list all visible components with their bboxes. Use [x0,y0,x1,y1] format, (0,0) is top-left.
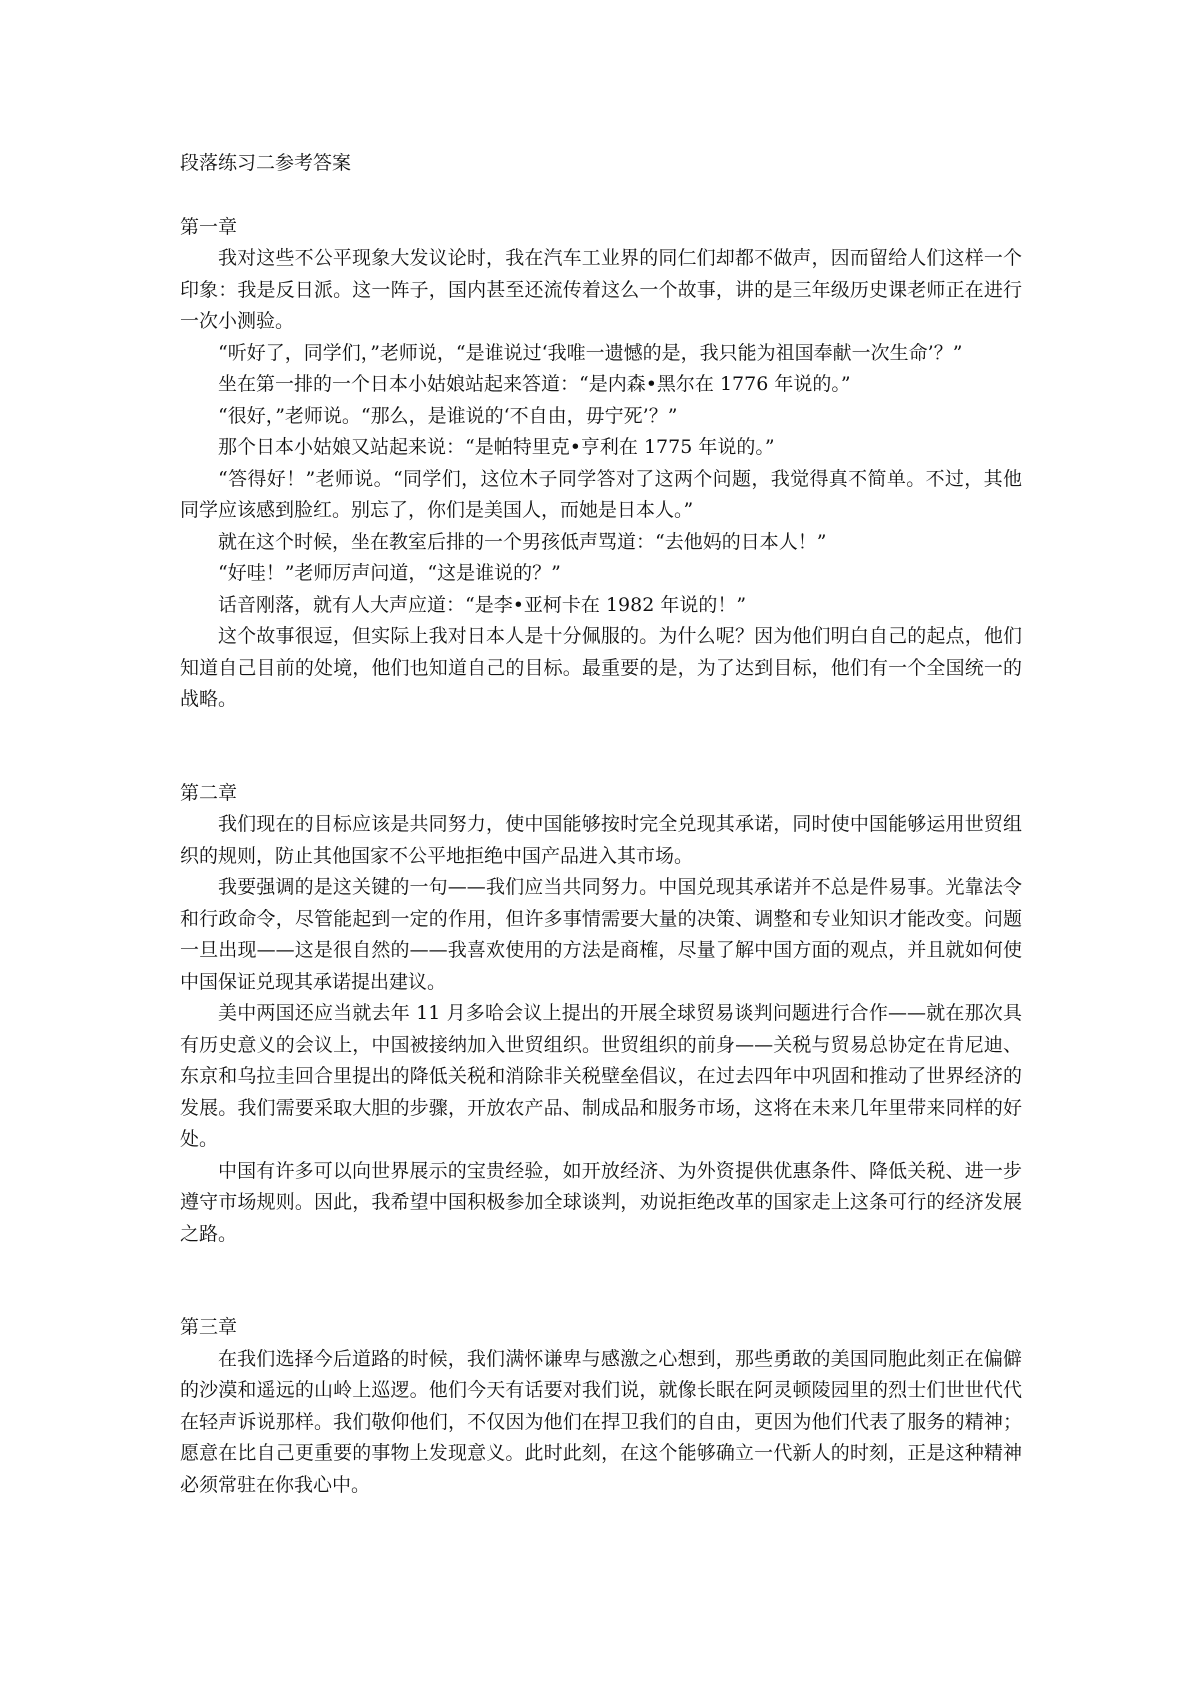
paragraph: 就在这个时候，坐在教室后排的一个男孩低声骂道：“去他妈的日本人！” [218,530,827,553]
paragraph: 我对这些不公平现象大发议论时，我在汽车工业界的同仁们却都不做声，因而留给人们这样一个印象：我是反日派。这一阵子，国内甚至还流传着这么一个故事，讲的是三年级历史课老师正在进行一次小测验。 [180,247,1022,332]
paragraph: 话音刚落，就有人大声应道：“是李•亚柯卡在 1982 年说的！” [218,593,747,616]
paragraph: 在我们选择今后道路的时候，我们满怀谦卑与感激之心想到，那些勇敢的美国同胞此刻正在偏僻的沙漠和遥远的山岭上巡逻。他们今天有话要对我们说，就像长眠在阿灵顿陵园里的烈士们世世代代在轻声诉说那样。我们敬仰他们，不仅因为他们在捍卫我们的自由，更因为他们代表了服务的精神；愿意在比自己更重要的事物上发现意义。此时此刻，在这个能够确立一代新人的时刻，正是这种精神必须常驻在你我心中。 [180,1347,1022,1496]
chapter-heading: 第一章 [180,215,238,238]
paragraph: 坐在第一排的一个日本小姑娘站起来答道：“是内森•黑尔在 1776 年说的。” [218,373,851,395]
chapter-3 [180,1312,1022,1501]
paragraph: 中国有许多可以向世界展示的宝贵经验，如开放经济、为外资提供优惠条件、降低关税、进一步遵守市场规则。因此，我希望中国积极参加全球谈判，劝说拒绝改革的国家走上这条可行的经济发展之路。 [180,1159,1022,1245]
paragraph: 那个日本小姑娘又站起来说：“是帕特里克•亨利在 1775 年说的。” [218,436,775,458]
chapter-1 [180,212,1022,716]
document-body [180,148,1022,1501]
chapter-2 [180,778,1022,1251]
document-title: 段落练习二参考答案 [180,152,352,174]
paragraph: 我要强调的是这关键的一句——我们应当共同努力。中国兑现其承诺并不总是件易事。光靠法令和行政命令，尽管能起到一定的作用，但许多事情需要大量的决策、调整和专业知识才能改变。问题一旦出现——这是很自然的——我喜欢使用的方法是商榷，尽量了解中国方面的观点，并且就如何使中国保证兑现其承诺提出建议。 [180,876,1022,993]
paragraph: “很好，”老师说。“那么，是谁说的‘不自由，毋宁死’？” [218,404,678,427]
paragraph: “答得好！”老师说。“同学们，这位木子同学答对了这两个问题，我觉得真不简单。不过，其他同学应该感到脸红。别忘了，你们是美国人，而她是日本人。” [180,467,1022,521]
paragraph: 这个故事很逗，但实际上我对日本人是十分佩服的。为什么呢？因为他们明白自己的起点，他们知道自己目前的处境，他们也知道自己的目标。最重要的是，为了达到目标，他们有一个全国统一的战略。 [180,625,1022,710]
paragraph: “听好了，同学们，”老师说，“是谁说过‘我唯一遗憾的是，我只能为祖国奉献一次生命’？” [218,341,963,364]
paragraph: 我们现在的目标应该是共同努力，使中国能够按时完全兑现其承诺，同时使中国能够运用世贸组织的规则，防止其他国家不公平地拒绝中国产品进入其市场。 [180,813,1022,867]
paragraph: 美中两国还应当就去年 11 月多哈会议上提出的开展全球贸易谈判问题进行合作——就在那次具有历史意义的会议上，中国被接纳加入世贸组织。世贸组织的前身——关税与贸易总协定在肯尼迪、东京和乌拉圭回合里提出的降低关税和消除非关税壁垒倡议，在过去四年中巩固和推动了世界经济的发展。我们需要采取大胆的步骤，开放农产品、制成品和服务市场，这将在未来几年里带来同样的好处。 [180,1002,1022,1150]
chapter-heading: 第三章 [180,1316,238,1338]
chapter-heading: 第二章 [180,781,238,804]
paragraph: “好哇！”老师厉声问道，“这是谁说的？” [218,562,561,584]
